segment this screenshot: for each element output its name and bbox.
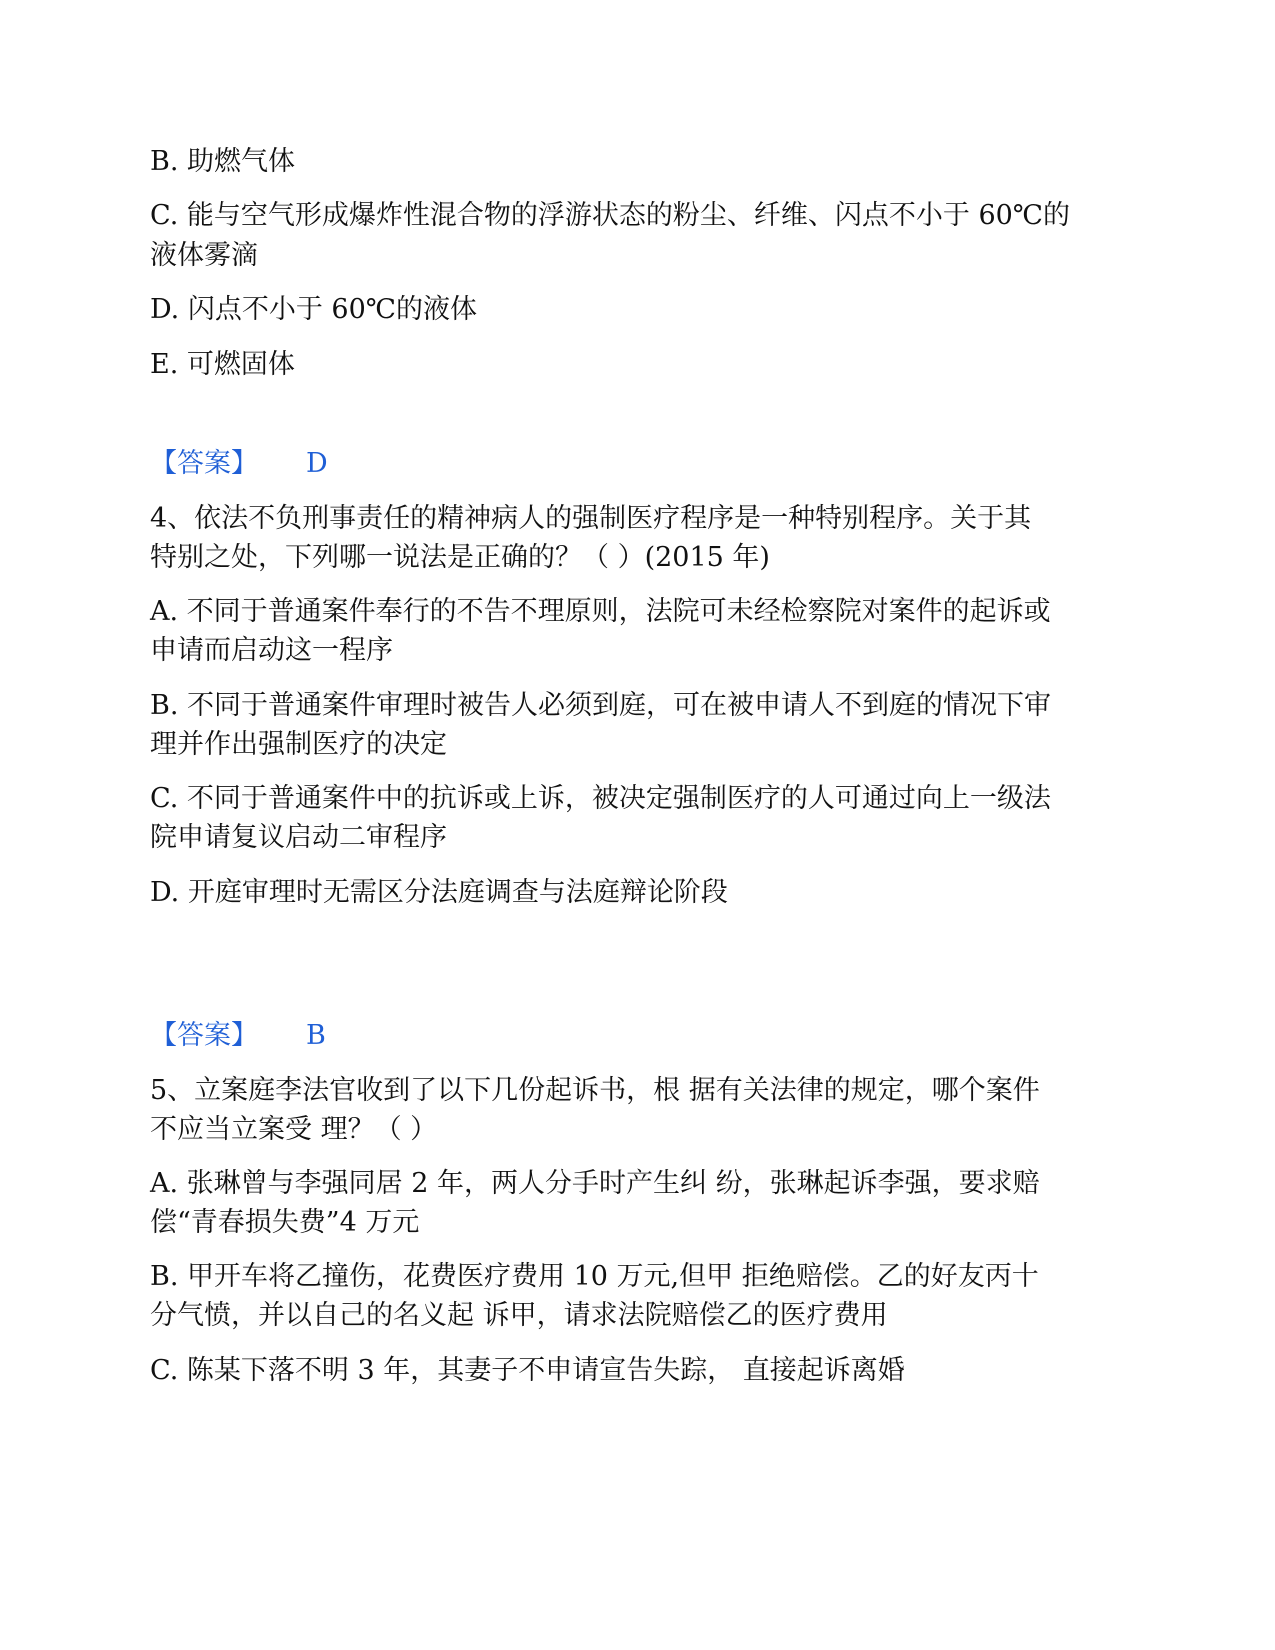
q5-option-b-line1: B. 甲开车将乙撞伤，花费医疗费用 10 万元,但甲 拒绝赔偿。乙的好友丙十 — [150, 1261, 1039, 1292]
q4-option-c-line2: 院申请复议启动二审程序 — [150, 822, 447, 853]
q4-stem-line2: 特别之处，下列哪一说法是正确的？（ ）(2015 年) — [150, 542, 770, 573]
q4-option-a-line1: A. 不同于普通案件奉行的不告不理原则，法院可未经检察院对案件的起诉或 — [150, 596, 1051, 627]
q3-option-e: E. 可燃固体 — [150, 349, 295, 380]
q3-answer — [150, 444, 328, 484]
q3-option-c-line2: 液体雾滴 — [150, 240, 258, 271]
answer-value: B — [306, 1020, 326, 1051]
answer-label: 【答案】 — [150, 1020, 258, 1051]
q4-option-b-line1: B. 不同于普通案件审理时被告人必须到庭，可在被申请人不到庭的情况下审 — [150, 690, 1052, 721]
q4-option-d: D. 开庭审理时无需区分法庭调查与法庭辩论阶段 — [150, 877, 728, 908]
q4-option-c-line1: C. 不同于普通案件中的抗诉或上诉，被决定强制医疗的人可通过向上一级法 — [150, 783, 1051, 814]
answer-label: 【答案】 — [150, 448, 258, 479]
q3-option-b: B. 助燃气体 — [150, 146, 296, 177]
q4-answer — [150, 1016, 326, 1056]
q5-option-a-line2: 偿“青春损失费”4 万元 — [150, 1207, 420, 1238]
q4-option-a-line2: 申请而启动这一程序 — [150, 635, 393, 666]
q5-stem-line1: 5、立案庭李法官收到了以下几份起诉书，根 据有关法律的规定，哪个案件 — [150, 1075, 1040, 1106]
q4-option-b-line2: 理并作出强制医疗的决定 — [150, 729, 447, 760]
q3-option-c-line1: C. 能与空气形成爆炸性混合物的浮游状态的粉尘、纤维、闪点不小于 60℃的 — [150, 200, 1071, 231]
q5-option-b-line2: 分气愤，并以自己的名义起 诉甲，请求法院赔偿乙的医疗费用 — [150, 1300, 888, 1331]
q5-option-c: C. 陈某下落不明 3 年，其妻子不申请宣告失踪， 直接起诉离婚 — [150, 1355, 905, 1386]
q5-stem-line2: 不应当立案受 理？（ ） — [150, 1114, 438, 1145]
q5-option-a-line1: A. 张琳曾与李强同居 2 年，两人分手时产生纠 纷，张琳起诉李强，要求赔 — [150, 1168, 1040, 1199]
answer-value: D — [306, 448, 328, 479]
q4-stem-line1: 4、依法不负刑事责任的精神病人的强制医疗程序是一种特别程序。关于其 — [150, 503, 1032, 534]
q3-option-d: D. 闪点不小于 60℃的液体 — [150, 294, 477, 325]
